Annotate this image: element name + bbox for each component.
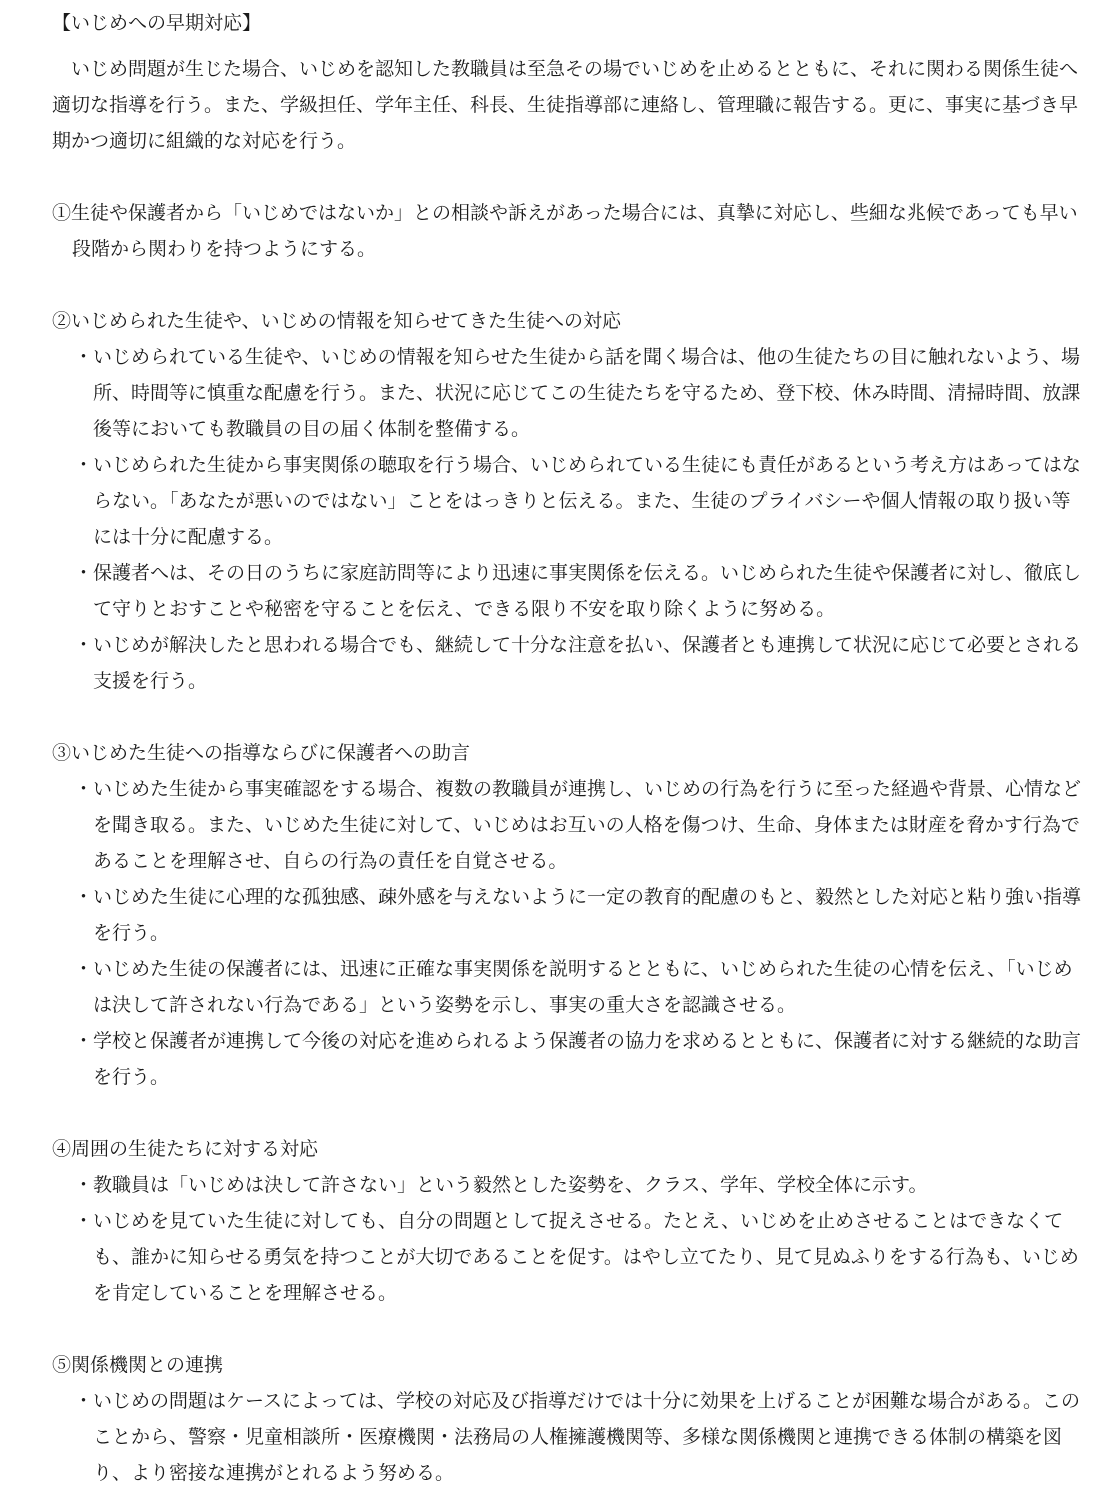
section-5 <box>52 1347 1082 1491</box>
list-item-text: いじめられた生徒から事実関係の聴取を行う場合、いじめられている生徒にも責任があるという考え方はあってはならない。「あなたが悪いのではない」ことをはっきりと伝える。また、生徒のプライバシーや個人情報の取り扱い等には十分に配慮する。 <box>93 454 1081 548</box>
section-heading: ③いじめた生徒への指導ならびに保護者への助言 <box>52 742 471 764</box>
bullet-mark: ・ <box>74 886 94 908</box>
section-1 <box>52 195 1082 267</box>
list-item <box>52 879 1082 951</box>
list-item <box>52 1383 1082 1491</box>
bullet-mark: ・ <box>74 1210 94 1232</box>
list-item <box>52 951 1082 1023</box>
list-item <box>52 1203 1082 1311</box>
bullet-list <box>52 339 1082 699</box>
list-item-text: いじめた生徒の保護者には、迅速に正確な事実関係を説明するとともに、いじめられた生徒の心情を伝え、「いじめは決して許されない行為である」という姿勢を示し、事実の重大さを認識させる。 <box>93 958 1073 1016</box>
list-item <box>52 447 1082 555</box>
list-item-text: いじめた生徒に心理的な孤独感、疎外感を与えないように一定の教育的配慮のもと、毅然とした対応と粘り強い指導を行う。 <box>93 886 1082 944</box>
bullet-mark: ・ <box>74 1030 94 1052</box>
list-item <box>52 627 1082 699</box>
list-item-text: いじめを見ていた生徒に対しても、自分の問題として捉えさせる。たとえ、いじめを止めさせることはできなくても、誰かに知らせる勇気を持つことが大切であることを促す。はやし立てたり、見て見ぬふりをする行為も、いじめを肯定していることを理解させる。 <box>93 1210 1079 1304</box>
document-body <box>52 5 1082 1491</box>
section-4 <box>52 1131 1082 1311</box>
list-item-text: いじめられている生徒や、いじめの情報を知らせた生徒から話を聞く場合は、他の生徒たちの目に触れないよう、場所、時間等に慎重な配慮を行う。また、状況に応じてこの生徒たちを守るため、登下校、休み時間、清掃時間、放課後等においても教職員の目の届く体制を整備する。 <box>93 346 1081 440</box>
list-item-text: いじめが解決したと思われる場合でも、継続して十分な注意を払い、保護者とも連携して状況に応じて必要とされる支援を行う。 <box>93 634 1082 692</box>
bullet-mark: ・ <box>74 958 94 980</box>
bullet-list <box>52 1167 1082 1311</box>
bullet-list <box>52 771 1082 1095</box>
bullet-mark: ・ <box>74 346 94 368</box>
list-item <box>52 339 1082 447</box>
list-item-text: 教職員は「いじめは決して許さない」という毅然とした姿勢を、クラス、学年、学校全体に示す。 <box>93 1174 928 1196</box>
list-item-text: いじめた生徒から事実確認をする場合、複数の教職員が連携し、いじめの行為を行うに至った経過や背景、心情などを聞き取る。また、いじめた生徒に対して、いじめはお互いの人格を傷つけ、生命、身体または財産を脅かす行為であることを理解させ、自らの行為の責任を自覚させる。 <box>93 778 1082 872</box>
list-item <box>52 555 1082 627</box>
bullet-mark: ・ <box>74 634 94 656</box>
section-2 <box>52 303 1082 699</box>
document-title: 【いじめへの早期対応】 <box>52 12 262 34</box>
bullet-mark: ・ <box>74 562 94 584</box>
bullet-mark: ・ <box>74 778 94 800</box>
section-heading: ⑤関係機関との連携 <box>52 1354 224 1376</box>
list-item-text: いじめの問題はケースによっては、学校の対応及び指導だけでは十分に効果を上げることが困難な場合がある。このことから、警察・児童相談所・医療機関・法務局の人権擁護機関等、多様な関係機関と連携できる体制の構築を図り、より密接な連携がとれるよう努める。 <box>93 1390 1081 1484</box>
list-item <box>52 771 1082 879</box>
list-item <box>52 1023 1082 1095</box>
bullet-mark: ・ <box>74 1390 94 1412</box>
section-3 <box>52 735 1082 1095</box>
bullet-mark: ・ <box>74 1174 94 1196</box>
list-item-text: 学校と保護者が連携して今後の対応を進められるよう保護者の協力を求めるとともに、保護者に対する継続的な助言を行う。 <box>93 1030 1082 1088</box>
bullet-list <box>52 1383 1082 1491</box>
section-heading: ②いじめられた生徒や、いじめの情報を知らせてきた生徒への対応 <box>52 310 622 332</box>
section-heading: ④周囲の生徒たちに対する対応 <box>52 1138 319 1160</box>
section-heading: ①生徒や保護者から「いじめではないか」との相談や訴えがあった場合には、真摯に対応し、些細な兆候であっても早い段階から関わりを持つようにする。 <box>52 202 1078 260</box>
intro-paragraph: いじめ問題が生じた場合、いじめを認知した教職員は至急その場でいじめを止めるとともに、それに関わる関係生徒へ適切な指導を行う。また、学級担任、学年主任、科長、生徒指導部に連絡し、管理職に報告する。更に、事実に基づき早期かつ適切に組織的な対応を行う。 <box>52 58 1079 152</box>
list-item-text: 保護者へは、その日のうちに家庭訪問等により迅速に事実関係を伝える。いじめられた生徒や保護者に対し、徹底して守りとおすことや秘密を守ることを伝え、できる限り不安を取り除くように努める。 <box>93 562 1082 620</box>
bullet-mark: ・ <box>74 454 94 476</box>
list-item <box>52 1167 1082 1203</box>
